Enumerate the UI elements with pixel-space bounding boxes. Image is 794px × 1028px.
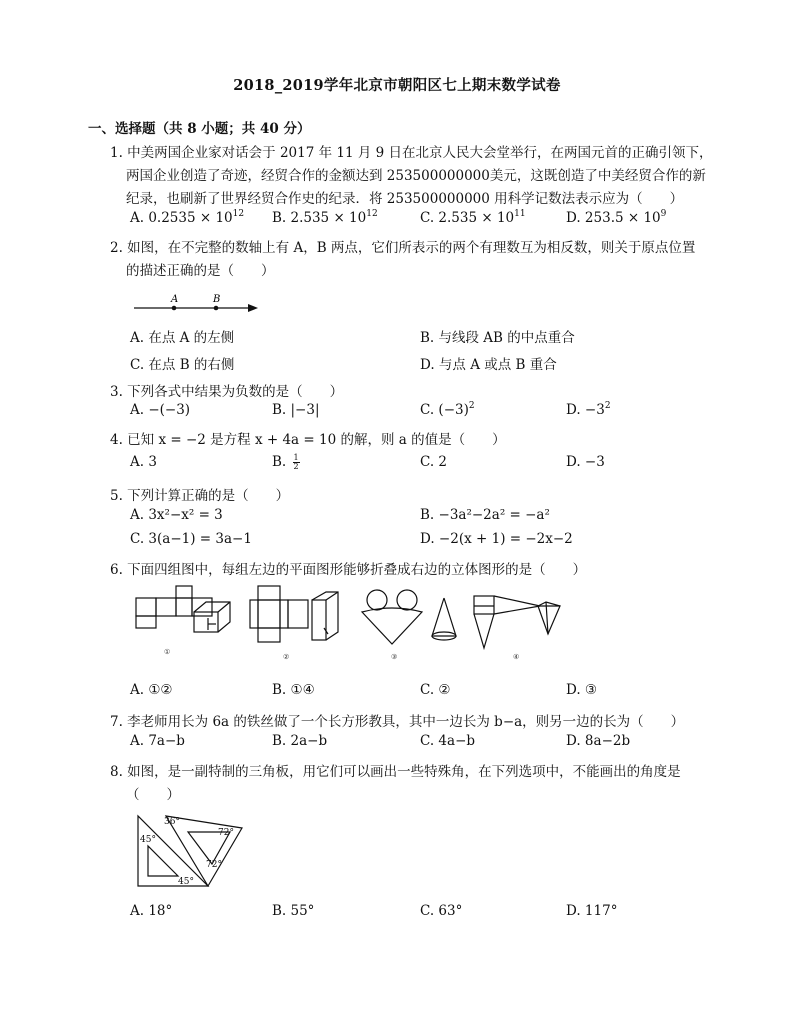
q2-line-1: 2. 如图，在不完整的数轴上有 A，B 两点，它们所表示的两个有理数互为相反数，则关于原点位置 [110, 240, 696, 256]
q7-option-b[interactable]: B. 2a−b [272, 733, 328, 749]
q1-line-1: 1. 中美两国企业家对话会于 2017 年 11 月 9 日在北京人民大会堂举行，在两国元首的正确引领下， [110, 145, 713, 161]
q2-option-c[interactable]: C. 在点 B 的右侧 [130, 357, 235, 373]
section-heading: 一、选择题（共 8 小题；共 40 分） [88, 121, 311, 137]
q5-option-a[interactable]: A. 3x²−x² = 3 [130, 507, 223, 523]
q4-option-b[interactable]: B. $\frac{1}{2}$ [272, 453, 299, 471]
point-a-label: A [171, 294, 179, 305]
q7-option-a[interactable]: A. 7a−b [130, 733, 185, 749]
q4-option-d[interactable]: D. −3 [566, 454, 605, 470]
q1-option-a[interactable]: A. $0.2535 \times 10^{12}$ [130, 209, 245, 226]
q6-option-c[interactable]: C. ② [420, 682, 451, 698]
q5-option-c[interactable]: C. 3(a−1) = 3a−1 [130, 531, 252, 547]
folding-figures [126, 584, 726, 674]
q6-option-a[interactable]: A. ①② [130, 682, 173, 698]
q7-option-d[interactable]: D. 8a−2b [566, 733, 631, 749]
arrow-head-icon [248, 304, 258, 312]
angle-label-45-top: 45° [140, 835, 156, 845]
figure-label-3: ③ [391, 653, 398, 661]
q3-option-a[interactable]: A. −(−3) [130, 402, 191, 418]
figure-label-4: ④ [513, 653, 520, 661]
q2-option-a[interactable]: A. 在点 A 的左侧 [130, 330, 235, 346]
angle-label-45-bottom: 45° [178, 877, 194, 887]
q3-line: 3. 下列各式中结果为负数的是（ ） [110, 384, 344, 400]
point-a [172, 306, 177, 311]
q4-option-a[interactable]: A. 3 [130, 454, 157, 470]
q5-option-b[interactable]: B. −3a²−2a² = −a² [420, 507, 550, 523]
fraction-one-half: $\frac{1}{2}$ [293, 453, 299, 471]
q2-option-d[interactable]: D. 与点 A 或点 B 重合 [420, 357, 557, 373]
q6-option-b[interactable]: B. ①④ [272, 682, 315, 698]
q2-line-2: 的描述正确的是（ ） [126, 263, 275, 279]
q1-option-c[interactable]: C. $2.535 \times 10^{11}$ [420, 209, 526, 226]
q4-option-c[interactable]: C. 2 [420, 454, 448, 470]
q7-line: 7. 李老师用长为 6a 的铁丝做了一个长方形教具，其中一边长为 b−a，则另一边的长为（ ） [110, 714, 685, 730]
q1-line-2: 两国企业创造了奇迹，经贸合作的金额达到 253500000000美元，这既创造了中美经贸合作的新 [126, 168, 706, 184]
figure-3-cone [432, 598, 456, 640]
page-title: 2018_2019学年北京市朝阳区七上期末数学试卷 [233, 77, 561, 94]
q3-option-d[interactable]: D. $-3^2$ [566, 401, 611, 418]
figure-4-pyramid [538, 602, 560, 634]
q3-option-c[interactable]: C. $(-3)^2$ [420, 401, 475, 418]
angle-label-72-bottom: 72° [206, 860, 222, 870]
figure-2-net [250, 586, 308, 642]
q8-option-a[interactable]: A. 18° [130, 903, 173, 919]
number-line-figure [130, 290, 270, 322]
q1-line-3: 纪录，也刷新了世界经贸合作史的纪录．将 253500000000 用科学记数法表示应为（ ） [126, 191, 684, 207]
figure-label-2: ② [283, 653, 290, 661]
q5-line: 5. 下列计算正确的是（ ） [110, 488, 290, 504]
triangle-rulers-figure [132, 810, 252, 892]
angle-label-72-top: 72° [218, 828, 234, 838]
angle-label-36: 36° [164, 817, 180, 827]
q8-option-d[interactable]: D. 117° [566, 903, 618, 919]
q8-line-1: 8. 如图，是一副特制的三角板，用它们可以画出一些特殊角，在下列选项中，不能画出的角度是 [110, 764, 681, 780]
figure-3-net [362, 590, 422, 644]
q5-option-d[interactable]: D. −2(x + 1) = −2x−2 [420, 531, 573, 547]
q3-option-b[interactable]: B. |−3| [272, 402, 320, 418]
q8-option-c[interactable]: C. 63° [420, 903, 463, 919]
q2-option-b[interactable]: B. 与线段 AB 的中点重合 [420, 330, 575, 346]
point-b [214, 306, 219, 311]
q6-option-d[interactable]: D. ③ [566, 682, 598, 698]
q4-line: 4. 已知 x = −2 是方程 x + 4a = 10 的解，则 a 的值是（ ） [110, 432, 506, 448]
figure-label-1: ① [164, 648, 171, 656]
figure-2-prism [312, 592, 338, 640]
q8-option-b[interactable]: B. 55° [272, 903, 315, 919]
q8-line-2: （ ） [126, 787, 180, 803]
q7-option-c[interactable]: C. 4a−b [420, 733, 476, 749]
point-b-label: B [213, 294, 221, 305]
q1-option-b[interactable]: B. $2.535 \times 10^{12}$ [272, 209, 378, 226]
q1-option-d[interactable]: D. $253.5 \times 10^9$ [566, 209, 667, 226]
q6-line: 6. 下面四组图中，每组左边的平面图形能够折叠成右边的立体图形的是（ ） [110, 562, 587, 578]
figure-4-net [474, 596, 540, 648]
